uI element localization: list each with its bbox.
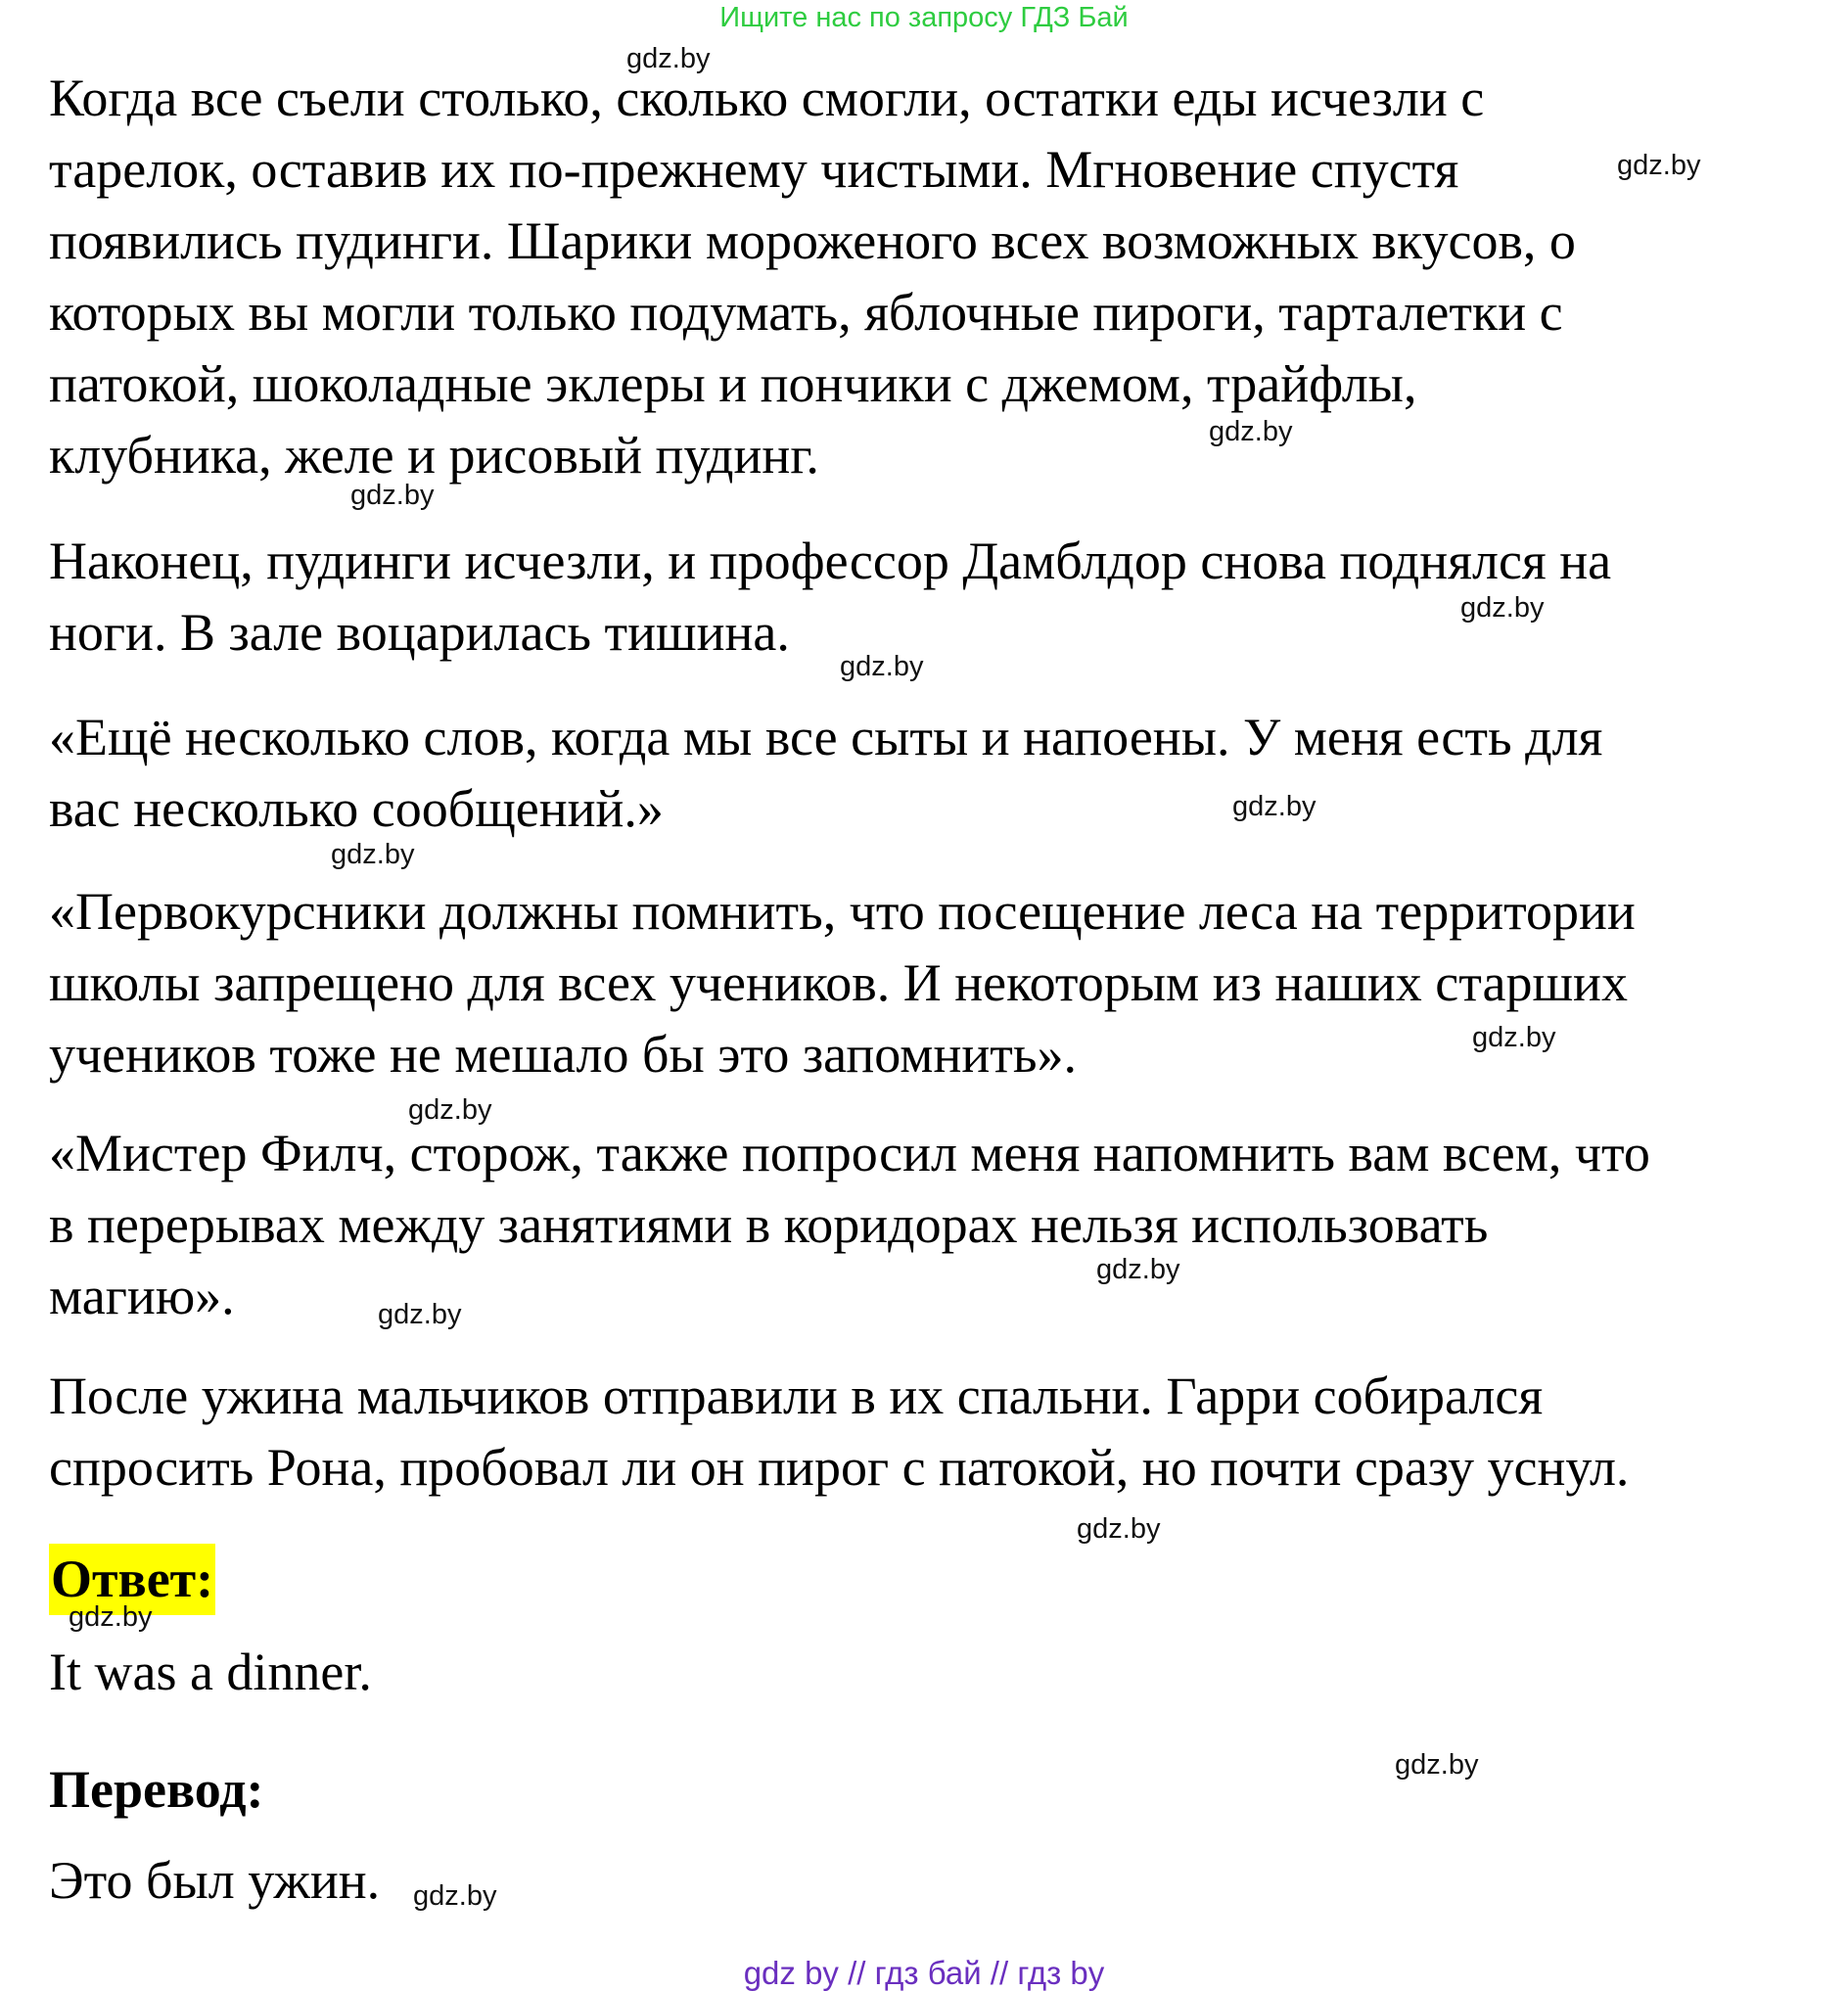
answer-label: Ответ: [49, 1544, 215, 1615]
text-line: школы запрещено для всех учеников. И некоторым из наших старших [49, 953, 1628, 1012]
text-line: Наконец, пудинги исчезли, и профессор Дамблдор снова поднялся на [49, 532, 1612, 590]
text-line: появились пудинги. Шарики мороженого всех возможных вкусов, о [49, 211, 1576, 270]
text-line: в перерывах между занятиями в коридорах нельзя использовать [49, 1195, 1489, 1254]
paragraph-3 [49, 702, 1602, 845]
answer-text [49, 1637, 372, 1708]
text-line: тарелок, оставив их по-прежнему чистыми. Мгновение спустя [49, 140, 1459, 199]
watermark: gdz.by [840, 651, 924, 682]
watermark: gdz.by [626, 43, 711, 74]
text-line: It was a dinner. [49, 1643, 372, 1701]
text-line: магию». [49, 1267, 235, 1325]
text-line: спросить Рона, пробовал ли он пирог с патокой, но почти сразу уснул. [49, 1438, 1630, 1497]
translation-text [49, 1845, 380, 1917]
text-line: После ужина мальчиков отправили в их спальни. Гарри собирался [49, 1366, 1544, 1425]
watermark: gdz.by [1077, 1513, 1161, 1545]
text-line: Это был ужин. [49, 1851, 381, 1910]
text-line: патокой, шоколадные эклеры и пончики с джемом, трайфлы, [49, 354, 1417, 413]
watermark: gdz.by [408, 1094, 492, 1126]
watermark: gdz.by [1617, 150, 1701, 181]
watermark: gdz.by [1472, 1022, 1556, 1053]
text-line: которых вы могли только подумать, яблочные пироги, тарталетки с [49, 283, 1563, 342]
text-line: «Первокурсники должны помнить, что посещение леса на территории [49, 882, 1636, 941]
watermark: gdz.by [1232, 791, 1317, 822]
paragraph-1 [49, 63, 1576, 491]
watermark: gdz.by [69, 1601, 153, 1633]
watermark: gdz.by [1395, 1749, 1479, 1781]
watermark: gdz.by [350, 480, 435, 511]
text-line: учеников тоже не мешало бы это запомнить». [49, 1025, 1077, 1084]
paragraph-2 [49, 526, 1611, 669]
paragraph-4 [49, 876, 1636, 1090]
paragraph-6 [49, 1361, 1629, 1504]
text-line: Когда все съели столько, сколько смогли, остатки еды исчезли с [49, 69, 1485, 127]
text-line: «Мистер Филч, сторож, также попросил меня напомнить вам всем, что [49, 1124, 1650, 1182]
paragraph-5 [49, 1118, 1650, 1332]
translation-label: Перевод: [49, 1760, 264, 1819]
text-line: ноги. В зале воцарилась тишина. [49, 603, 790, 662]
text-line: клубника, желе и рисовый пудинг. [49, 426, 819, 485]
watermark: gdz.by [1209, 416, 1293, 447]
watermark: gdz.by [1096, 1254, 1180, 1285]
watermark: gdz.by [413, 1880, 497, 1912]
watermark: gdz.by [378, 1299, 462, 1330]
text-line: вас несколько сообщений.» [49, 779, 664, 838]
watermark: gdz.by [331, 839, 415, 870]
footer-links[interactable]: gdz by // гдз бай // гдз by [743, 1955, 1105, 1991]
text-line: «Ещё несколько слов, когда мы все сыты и напоены. У меня есть для [49, 708, 1603, 766]
watermark: gdz.by [1460, 592, 1545, 624]
search-banner[interactable]: Ищите нас по запросу ГДЗ Бай [719, 2, 1129, 33]
